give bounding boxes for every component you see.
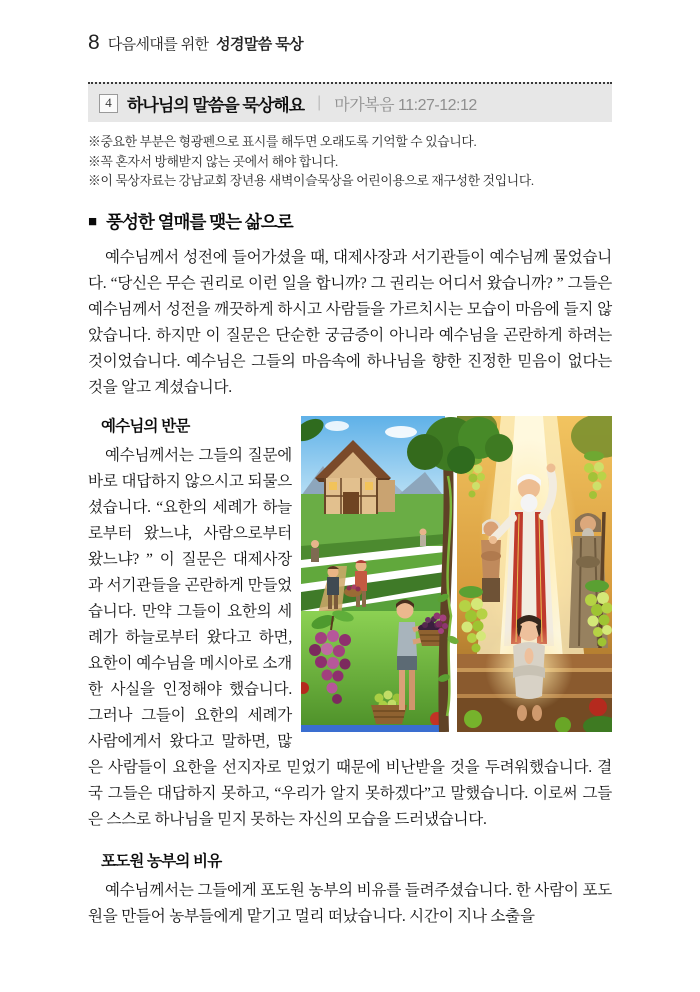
note-line: ※중요한 부분은 형광펜으로 표시를 해두면 오래도록 기억할 수 있습니다. [88, 135, 477, 149]
page-content [88, 0, 612, 930]
counter-question-paragraph: 예수님께서는 그들의 질문에 바로 대답하지 않으시고 되물으셨습니다. “요한의 세례가 하늘로부터 왔느냐, 사람으로부터 왔느냐? ” 이 질문은 대제사장과 서기관들을 곤란하게 만들었습니다. 만약 그들이 요한의 세례가 하늘로부터 왔다고 하면, 요한이 예수님을 메시아로 소개한 사실을 인정해야 했습니다. 그러나 그들이 요한의 세례가 사람에게서 왔다고 말하면, 많은 사람들이 요한을 선지자로 믿었기 때문에 비난받을 것을 두려워했습니다. 결국 그들은 대답하지 못하고, “우리가 알지 못하겠다”고 말했습니다. 이로써 그들은 스스로 하나님을 믿지 못하는 자신의 모습을 드러냈습니다. [88, 446, 612, 828]
left-worker [311, 540, 319, 562]
note-line: ※꼭 혼자서 방해받지 않는 곳에서 해야 합니다. [88, 154, 338, 169]
green-apple-left [464, 710, 482, 728]
title-bar-separator: | [317, 94, 322, 111]
intro-paragraph: 예수님께서 성전에 들어가셨을 때, 대제사장과 서기관들이 예수님께 물었습니다. “당신은 무슨 권리로 이런 일을 합니까? 그 권리는 어디서 왔습니까? ” 그들은 예수님께서 성전을 깨끗하게 하시고 사람들을 가르치시는 모습이 마음에 들지 않았습니다. 하지만 이 질문은 단순한 궁금증이 아니라 예수님을 곤란하게 하려는 것이었습니다. 예수님은 그들의 마음속에 하나님을 향한 진정한 믿음이 없다는 것을 알고 계셨습니다. [88, 248, 612, 396]
square-bullet-icon: ■ [88, 212, 97, 230]
wrapped-text-block [88, 414, 612, 833]
book-title-bold: 성경말씀 묵상 [216, 36, 303, 53]
red-apple-right [589, 698, 607, 716]
book-title-regular: 다음세대를 위한 [107, 36, 209, 53]
main-section-heading [88, 209, 612, 234]
distant-worker [420, 528, 427, 546]
scripture-reference: 마가복음 11:27-12:12 [334, 96, 477, 114]
page-number: 8 [88, 31, 99, 54]
parable-paragraph: 예수님께서는 그들에게 포도원 농부의 비유를 들려주셨습니다. 한 사람이 포도원을 만들어 농부들에게 맡기고 멀리 떠났습니다. 시간이 지나 소출을 [88, 881, 612, 925]
subheading-counter-question: 예수님의 반문 [101, 417, 190, 435]
book-title [108, 33, 303, 54]
main-section-heading-text: 풍성한 열매를 맺는 삶으로 [106, 211, 293, 232]
note-line: ※이 묵상자료는 강남교회 장년용 새벽이슬묵상을 어린이용으로 재구성한 것입니다. [88, 174, 534, 188]
running-header [88, 31, 612, 55]
instruction-notes [88, 133, 612, 192]
blue-strip [301, 725, 445, 732]
section-title-bar [88, 82, 612, 122]
title-bar-heading: 하나님의 말씀을 묵상해요 [127, 95, 305, 115]
step-number-box: 4 [99, 94, 118, 113]
vineyard-illustration-image [301, 416, 612, 732]
subheading-parable: 포도원 농부의 비유 [101, 852, 222, 870]
